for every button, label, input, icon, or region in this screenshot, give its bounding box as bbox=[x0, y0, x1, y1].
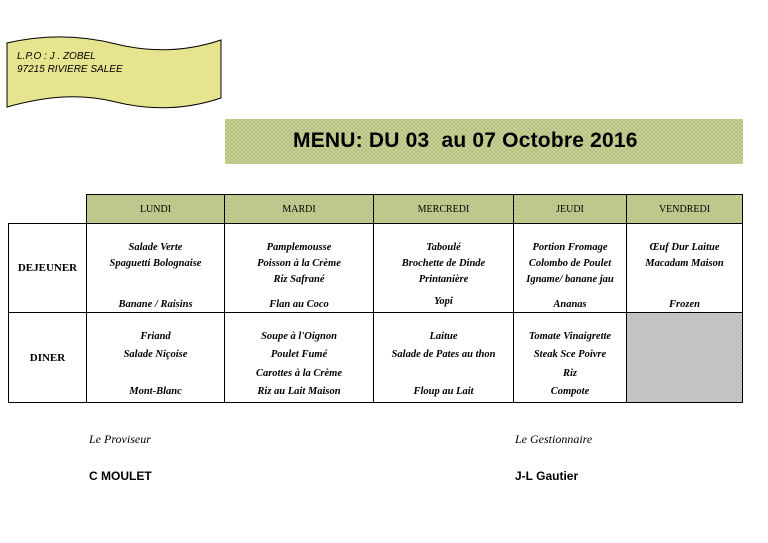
table-corner bbox=[9, 195, 87, 224]
dish: Igname/ banane jau bbox=[526, 274, 614, 285]
dish: Laitue bbox=[429, 331, 458, 342]
dish: Printanière bbox=[418, 274, 469, 285]
dish: Taboulé bbox=[426, 242, 461, 253]
dish: Poisson à la Crème bbox=[257, 258, 341, 269]
signature-name-proviseur: C MOULET bbox=[89, 469, 152, 483]
dessert: Frozen bbox=[669, 299, 700, 310]
dish: Carottes à la Crème bbox=[255, 368, 343, 379]
dish: Brochette de Dinde bbox=[401, 258, 486, 269]
menu-table bbox=[8, 194, 743, 403]
dessert: Yopi bbox=[434, 296, 453, 307]
meal-label-diner: DINER bbox=[9, 313, 87, 403]
day-header-vendredi: VENDREDI bbox=[627, 195, 743, 224]
meal-label-dejeuner: DEJEUNER bbox=[9, 224, 87, 313]
dessert: Banane / Raisins bbox=[118, 299, 193, 310]
dish: Friand bbox=[140, 331, 171, 342]
day-header-lundi: LUNDI bbox=[87, 195, 225, 224]
dish: Riz Safrané bbox=[273, 274, 325, 285]
day-header-mercredi: MERCREDI bbox=[374, 195, 514, 224]
dish: Salade de Pates au thon bbox=[391, 349, 496, 360]
school-name: L.P.O : J . ZOBEL bbox=[17, 51, 96, 62]
menu-cell-diner-vendredi-empty bbox=[627, 313, 743, 403]
dish: Soupe à l'Oignon bbox=[261, 331, 337, 342]
dish: Steak Sce Poivre bbox=[533, 349, 607, 360]
dish: Pamplemousse bbox=[266, 242, 332, 253]
dish: Colombo de Poulet bbox=[528, 258, 612, 269]
dish: Spaguetti Bolognaise bbox=[109, 258, 202, 269]
school-address: 97215 RIVIERE SALEE bbox=[17, 64, 123, 75]
dessert: Floup au Lait bbox=[413, 386, 474, 397]
table-row bbox=[9, 313, 743, 403]
table-row bbox=[9, 224, 743, 313]
menu-cell-diner-mercredi bbox=[374, 313, 514, 403]
signature-role-proviseur: Le Proviseur bbox=[89, 432, 151, 446]
page-title: MENU: DU 03 au 07 Octobre 2016 bbox=[293, 129, 638, 152]
menu-cell-dejeuner-vendredi bbox=[627, 224, 743, 313]
signature-role-gestionnaire: Le Gestionnaire bbox=[515, 432, 593, 446]
menu-cell-diner-jeudi bbox=[514, 313, 627, 403]
dish: Salade Verte bbox=[128, 242, 183, 253]
dish: Salade Niçoise bbox=[123, 349, 188, 360]
menu-cell-dejeuner-mardi bbox=[225, 224, 374, 313]
signature-name-gestionnaire: J-L Gautier bbox=[515, 469, 579, 483]
menu-cell-dejeuner-mercredi bbox=[374, 224, 514, 313]
dish: Macadam Maison bbox=[645, 258, 724, 269]
menu-cell-dejeuner-jeudi bbox=[514, 224, 627, 313]
day-header-mardi: MARDI bbox=[225, 195, 374, 224]
dish: Tomate Vinaigrette bbox=[528, 331, 612, 342]
dish: Poulet Fumé bbox=[270, 349, 328, 360]
menu-cell-dejeuner-lundi bbox=[87, 224, 225, 313]
dish: Œuf Dur Laitue bbox=[649, 242, 720, 253]
dessert: Riz au Lait Maison bbox=[257, 386, 341, 397]
dish: Riz bbox=[562, 368, 577, 379]
title-banner bbox=[225, 119, 743, 164]
school-banner bbox=[6, 36, 222, 110]
dessert: Flan au Coco bbox=[269, 299, 329, 310]
dessert: Ananas bbox=[553, 299, 587, 310]
day-header-jeudi: JEUDI bbox=[514, 195, 627, 224]
menu-cell-diner-mardi bbox=[225, 313, 374, 403]
dessert: Mont-Blanc bbox=[129, 386, 182, 397]
dish: Portion Fromage bbox=[532, 242, 608, 253]
menu-cell-diner-lundi bbox=[87, 313, 225, 403]
dessert: Compote bbox=[550, 386, 590, 397]
